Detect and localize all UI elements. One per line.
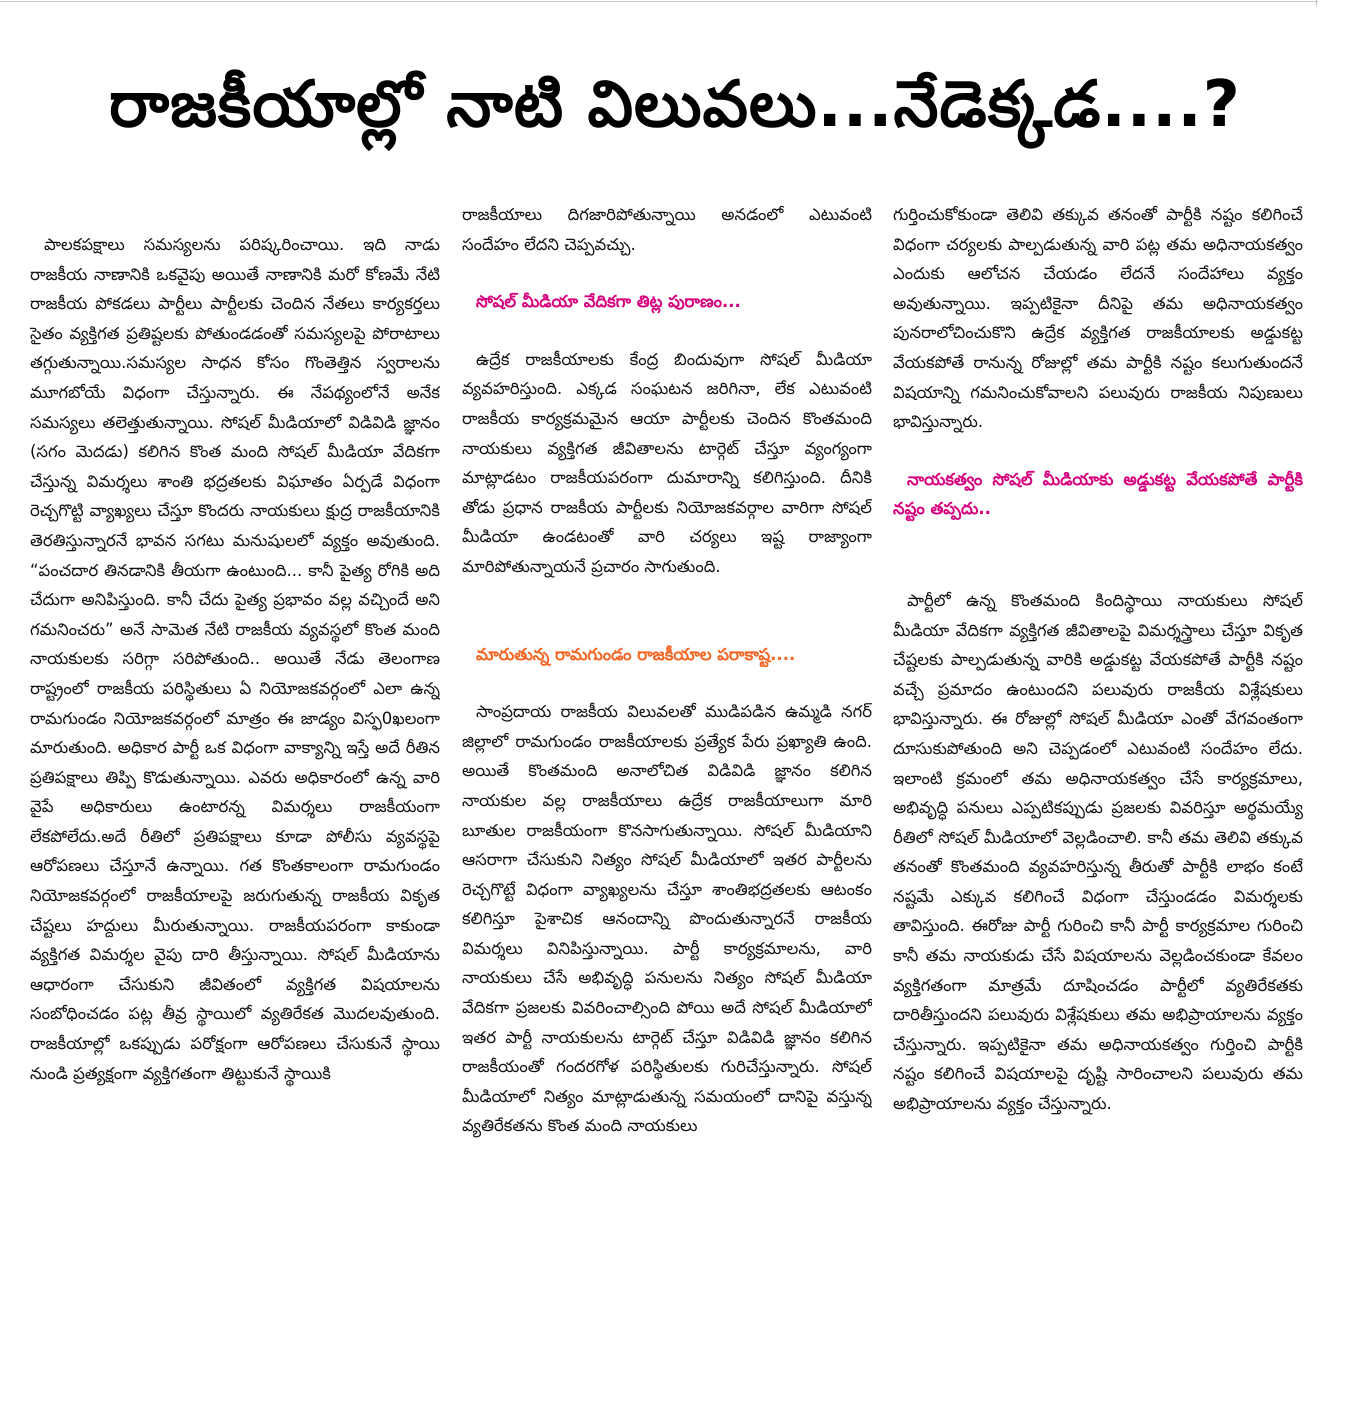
subheading-leadership: నాయకత్వం సోషల్ మీడియాకు అడ్డుకట్ట వేయకపోతే పార్టీకి నష్టం తప్పదు.. — [893, 469, 1303, 519]
spacer — [462, 582, 872, 640]
article-column-1 — [30, 230, 440, 1420]
spacer — [462, 669, 872, 697]
top-border-rule — [0, 0, 1318, 2]
subheading-social-media: సోషల్ మీడియా వేదికగా తిట్ల పురాణం... — [476, 292, 741, 312]
spacer — [462, 259, 872, 287]
column2-paragraph-2: ఉద్రేక రాజకీయాలకు కేంద్ర బిందువుగా సోషల్ మీడియా వ్యవహరిస్తుంది. ఎక్కడ సంఘటన జరిగినా, లేక ఎటువంటి రాజకీయ కార్యక్రమమైన ఆయా పార్టీలకు చెందిన కొంతమంది నాయకులు వ్యక్తిగత జీవితాలను టార్గెట్ చేస్తూ వ్యంగ్యంగా మాట్లాడటం రాజకీయపరంగా దుమారాన్ని కలిగిస్తుంది. దీనికి తోడు ప్రధాన రాజకీయ పార్టీలకు నియోజకవర్గాల వారిగా సోషల్ మీడియా ఉండటంతో వారి చర్యలు ఇష్ట రాజ్యాంగా మారిపోతున్నాయనే ప్రచారం సాగుతుంది. — [462, 349, 872, 576]
article-column-3 — [893, 200, 1303, 1390]
article-column-2 — [462, 200, 872, 1390]
spacer — [462, 317, 872, 345]
top-border-tick — [1316, 0, 1317, 6]
article-headline: రాజకీయాల్లో నాటి విలువలు...నేడెక్కడ....? — [109, 68, 1241, 142]
column2-paragraph-3: సాంప్రదాయ రాజకీయ విలువలతో ముడిపడిన ఉమ్మడి నగర్ జిల్లాలో రామగుండం రాజకీయాలకు ప్రత్యేక పేరు ప్రఖ్యాతి ఉంది. అయితే కొంతమంది అనాలోచిత విడివిడి జ్ఞానం కలిగిన నాయకుల వల్ల రాజకీయాలు ఉద్రేక రాజకీయాలుగా మారి బూతుల రాజకీయంగా కొనసాగుతున్నాయి. సోషల్ మీడియాని ఆసరాగా చేసుకుని నిత్యం సోషల్ మీడియాలో ఇతర పార్టీలను రెచ్చగొట్టే విధంగా వ్యాఖ్యలను చేస్తూ శాంతిభద్రతలకు ఆటంకం కలిగిస్తూ పైశాచిక ఆనందాన్ని పొందుతున్నారనే రాజకీయ విమర్శలు వినిపిస్తున్నాయి. పార్టీ కార్యక్రమాలను, వారి నాయకులు చేసే అభివృద్ధి పనులను నిత్యం సోషల్ మీడియా వేదికగా ప్రజలకు వివరించాల్సింది పోయి అదే సోషల్ మీడియాలో ఇతర పార్టీ నాయకులను టార్గెట్ చేస్తూ విడివిడి జ్ఞానం కలిగిన రాజకీయంతో గందరగోళ పరిస్థితులకు గురిచేస్తున్నారు. సోషల్ మీడియాలో నిత్యం మాట్లాడుతున్న సమయంలో దానిపై వస్తున్న వ్యతిరేకతను కొంత మంది నాయకులు — [462, 702, 872, 1136]
column1-paragraph-1: పాలకపక్షాలు సమస్యలను పరిష్కరించాయి. ఇది నాడు రాజకీయ నాణానికి ఒకవైపు అయితే నాణానికి మరో కోణమే నేటి రాజకీయ పోకడలు పార్టీలు పార్టీలకు చెందిన నేతలు కార్యకర్తలు సైతం వ్యక్తిగత ప్రతిష్టలకు పోతుండడంతో సమస్యలపై పోరాటాలు తగ్గుతున్నాయి.సమస్యల సాధన కోసం గొంతెత్తిన స్వరాలను మూగబోయే విధంగా చేస్తున్నారు. ఈ నేపథ్యంలోనే అనేక సమస్యలు తలెత్తుతున్నాయి. సోషల్ మీడియాలో విడివిడి జ్ఞానం (సగం మెదడు) కలిగిన కొంత మంది సోషల్ మీడియా వేదికగా చేస్తున్న విమర్శలు శాంతి భద్రతలకు విఘాతం ఏర్పడే విధంగా రెచ్చగొట్టి వ్యాఖ్యలు చేస్తూ కొందరు నాయకులు క్షుద్ర రాజకీయానికి తెరతిస్తున్నారనే భావన సగటు మనుషులలో వ్యక్తం అవుతుంది. “పంచదార తినడానికి తీయగా ఉంటుంది... కానీ పైత్య రోగికి అది చేదుగా అనిపిస్తుంది. కానీ చేదు పైత్య ప్రభావం వల్ల వచ్చిందే అని గమనించరు” అనే సామెత నేటి రాజకీయ వ్యవస్థలో కొంత మంది నాయకులకు సరిగ్గా సరిపోతుంది.. అయితే నేడు తెలంగాణ రాష్ట్రంలో రాజకీయ పరిస్థితులు ఏ నియోజకవర్గంలో ఎలా ఉన్న రామగుండం నియోజకవర్గంలో మాత్రం ఈ జాడ్యం విస్ఫ0ఖలంగా మారుతుంది. అధికార పార్టీ ఒక విధంగా వాక్యాన్ని ఇస్తే అదే రీతిన ప్రతిపక్షాలు తిప్పి కొడుతున్నాయి. ఎవరు అధికారంలో ఉన్న వారి వైపే అధికారులు ఉంటారన్న విమర్శలు రాజకీయంగా లేకపోలేదు.అదే రీతిలో ప్రతిపక్షాలు కూడా పోలీసు వ్యవస్థపై ఆరోపణలు చేస్తూనే ఉన్నాయి. గత కొంతకాలంగా రామగుండం నియోజకవర్గంలో రాజకీయాలపై జరుగుతున్న రాజకీయ వికృత చేష్టలు హద్దులు మీరుతున్నాయి. రాజకీయపరంగా కాకుండా వ్యక్తిగత విమర్శల వైపు దారి తీస్తున్నాయి. సోషల్ మీడియాను ఆధారంగా చేసుకుని జీవితంలో వ్యక్తిగత విషయాలను సంబోధించడం పట్ల తీవ్ర స్థాయిలో వ్యతిరేకత మొదలవుతుంది. రాజకీయాల్లో ఒకప్పుడు పరోక్షంగా ఆరోపణలు చేసుకునే స్థాయి నుండి ప్రత్యక్షంగా వ్యక్తిగతంగా తిట్టుకునే స్థాయికి — [30, 235, 440, 1083]
column3-paragraph-2: పార్టీలో ఉన్న కొంతమంది కిందిస్థాయి నాయకులు సోషల్ మీడియా వేదికగా వ్యక్తిగత జీవితాలపై విమర్శస్త్రాలు చేస్తూ వికృత చేష్టలకు పాల్పడుతున్న వారికి అడ్డుకట్ట వేయకపోతే పార్టీకి నష్టం వచ్చే ప్రమాదం ఉంటుందని పలువురు రాజకీయ విశ్లేషకులు భావిస్తున్నారు. ఈ రోజుల్లో సోషల్ మీడియా ఎంతో వేగవంతంగా దూసుకుపోతుంది అని చెప్పడంలో ఎటువంటి సందేహం లేదు. ఇలాంటి క్రమంలో తమ అధినాయకత్వం చేసే కార్యక్రమాలు, అభివృద్ధి పనులు ఎప్పటికప్పుడు ప్రజలకు వివరిస్తూ అర్థమయ్యే రీతిలో సోషల్ మీడియాలో వెల్లడించాలి. కానీ తమ తెలివి తక్కువ తనంతో కొంతమంది వ్యవహరిస్తున్న తీరుతో పార్టీకి లాభం కంటే నష్టమే ఎక్కువ కలిగించే విధంగా చేస్తుండడం విమర్శలకు తావిస్తుంది. ఈరోజు పార్టీ గురించి కానీ పార్టీ కార్యక్రమాల గురించి కానీ తమ నాయకుడు చేసే విషయాలను వెల్లడించకుండా కేవలం వ్యక్తిగతంగా మాత్రమే దూషించడం పార్టీలో వ్యతిరేకతకు దారితీస్తుందని పలువురు విశ్లేషకులు తమ అభిప్రాయాలను వ్యక్తం చేస్తున్నారు. ఇప్పటికైనా తమ అధినాయకత్వం గుర్తించి పార్టీకి నష్టం కలిగించే విషయాలపై దృష్టి సారించాలని పలువురు తమ అభిప్రాయాలను వ్యక్తం చేస్తున్నారు. — [893, 590, 1303, 1114]
spacer — [893, 437, 1303, 465]
column3-paragraph-1: గుర్తించుకోకుండా తెలివి తక్కువ తనంతో పార్టీకి నష్టం కలిగించే విధంగా చర్యలకు పాల్పడుతున్న వారి పట్ల తమ అధినాయకత్వం ఎందుకు ఆలోచన చేయడం లేదనే సందేహాలు వ్యక్తం అవుతున్నాయి. ఇప్పటికైనా దీనిపై తమ అధినాయకత్వం పునరాలోచించుకొని ఉద్రేక వ్యక్తిగత రాజకీయాలకు అడ్డుకట్ట వేయకపోతే రానున్న రోజుల్లో తమ పార్టీకి నష్టం కలుగుతుందనే విషయాన్ని గమనించుకోవాలని పలువురు రాజకీయ నిపుణులు భావిస్తున్నారు. — [893, 205, 1303, 432]
column2-paragraph-1: రాజకీయాలు దిగజారిపోతున్నాయి అనడంలో ఎటువంటి సందేహం లేదని చెప్పవచ్చు. — [462, 205, 872, 254]
subheading-ramagundam: మారుతున్న రామగుండం రాజకీయాల పరాకాష్ట.... — [476, 644, 796, 664]
spacer — [893, 524, 1303, 586]
